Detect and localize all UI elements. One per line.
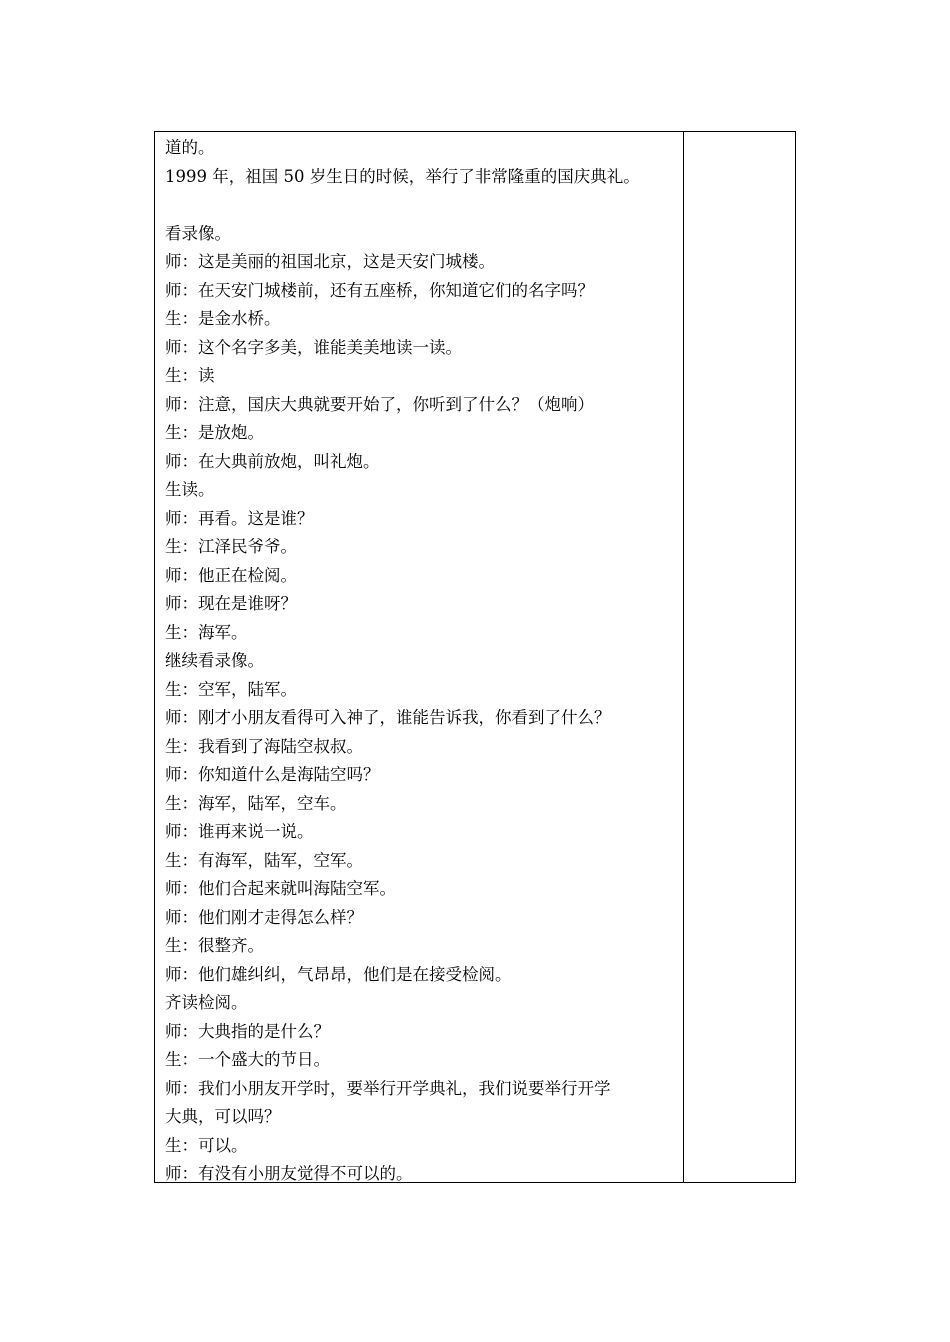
- transcript-line: 师：他们合起来就叫海陆空军。: [165, 879, 396, 898]
- transcript-line: 生：有海军，陆军，空军。: [165, 850, 363, 870]
- transcript-line: 生：我看到了海陆空叔叔。: [165, 736, 363, 756]
- transcript-line: 继续看录像。: [165, 651, 264, 670]
- transcript-line: 师：注意，国庆大典就要开始了，你听到了什么？（炮响）: [165, 394, 594, 414]
- transcript-line: 生：一个盛大的节日。: [165, 1050, 330, 1069]
- transcript-line: [165, 191, 677, 220]
- transcript-line: 大典，可以吗？: [165, 1107, 281, 1126]
- transcript-line: 师：你知道什么是海陆空吗？: [165, 765, 380, 784]
- transcript-line: 师：他们刚才走得怎么样？: [165, 907, 363, 927]
- transcript-line: 生：是放炮。: [165, 423, 264, 442]
- transcript-line: 师：谁再来说一说。: [165, 822, 314, 841]
- transcript-line: 师：我们小朋友开学时，要举行开学典礼，我们说要举行开学: [165, 1078, 611, 1098]
- transcript-line: 生：是金水桥。: [165, 309, 281, 328]
- transcript-line: 师：在天安门城楼前，还有五座桥，你知道它们的名字吗？: [165, 280, 594, 300]
- transcript-line: 生：海军。: [165, 622, 248, 642]
- transcript-line: 师：这个名字多美，谁能美美地读一读。: [165, 337, 462, 357]
- lesson-table: [154, 131, 796, 1183]
- transcript-line: 道的。: [165, 138, 215, 157]
- transcript-line: 生：可以。: [165, 1135, 248, 1155]
- notes-cell: [684, 132, 795, 1182]
- transcript-line: 生：江泽民爷爷。: [165, 537, 297, 556]
- transcript-line: 师：大典指的是什么？: [165, 1021, 330, 1041]
- transcript-line: 师：有没有小朋友觉得不可以的。: [165, 1164, 413, 1183]
- transcript-line: 师：现在是谁呀？: [165, 594, 297, 613]
- transcript-line: 师：他们雄纠纠，气昂昂，他们是在接受检阅。: [165, 964, 512, 984]
- transcript-line: 1999 年，祖国 50 岁生日的时候，举行了非常隆重的国庆典礼。: [165, 166, 640, 186]
- transcript-line: 看录像。: [165, 223, 231, 243]
- lesson-transcript-cell: [165, 134, 677, 1189]
- transcript-line: 师：这是美丽的祖国北京，这是天安门城楼。: [165, 252, 495, 271]
- transcript-line: 师：他正在检阅。: [165, 565, 297, 585]
- transcript-line: 生：读: [165, 366, 215, 385]
- transcript-line: 生：海军，陆军，空车。: [165, 793, 347, 813]
- transcript-line: 生：很整齐。: [165, 936, 264, 955]
- transcript-line: 生读。: [165, 480, 215, 499]
- transcript-line: 生：空军，陆军。: [165, 679, 297, 699]
- transcript-line: 齐读检阅。: [165, 993, 248, 1012]
- transcript-line: 师：再看。这是谁？: [165, 508, 314, 528]
- transcript-line: 师：在大典前放炮，叫礼炮。: [165, 451, 380, 471]
- transcript-line: 师：刚才小朋友看得可入神了，谁能告诉我，你看到了什么？: [165, 708, 611, 727]
